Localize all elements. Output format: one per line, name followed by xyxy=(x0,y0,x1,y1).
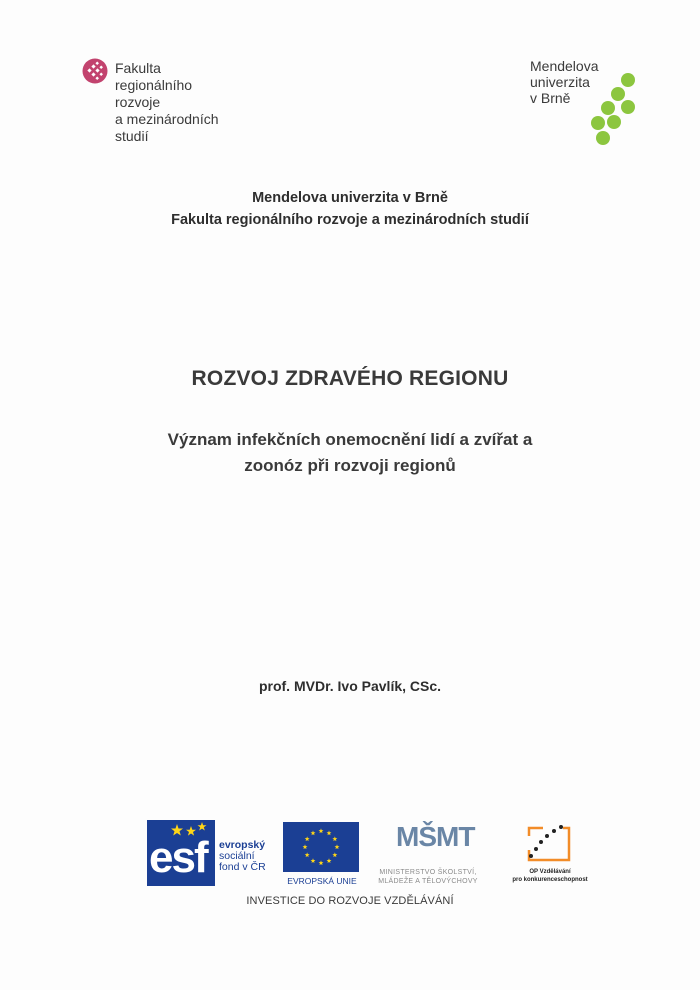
faculty-logo-line: studií xyxy=(115,128,149,144)
faculty-logo-mark-icon xyxy=(82,58,108,84)
eu-star xyxy=(319,828,324,833)
faculty-logo-line: a mezinárodních xyxy=(115,111,219,127)
op-logo-mark-icon xyxy=(523,822,575,866)
esf-line: evropský xyxy=(219,839,266,851)
eu-star xyxy=(332,852,337,857)
eu-star xyxy=(303,844,308,849)
faculty-logo xyxy=(82,58,262,148)
eu-star xyxy=(319,860,324,865)
esf-line: fond v ČR xyxy=(219,861,266,873)
op-logo-text xyxy=(505,868,595,884)
faculty-logo-line: Fakulta xyxy=(115,60,161,76)
esf-logo-box xyxy=(147,820,215,886)
university-logo-line: v Brně xyxy=(530,90,571,106)
university-logo xyxy=(530,58,650,148)
op-logo xyxy=(505,822,595,888)
faculty-logo-line: rozvoje xyxy=(115,94,161,110)
eu-star xyxy=(311,831,316,836)
eu-star xyxy=(327,831,332,836)
eu-star xyxy=(332,836,337,841)
msmt-logo xyxy=(364,822,492,888)
eu-star xyxy=(327,858,332,863)
subtitle-line: zoonóz při rozvoji regionů xyxy=(244,456,456,475)
university-logo-line: Mendelova xyxy=(530,58,599,74)
msmt-logo-text xyxy=(364,868,492,886)
document-title: ROZVOJ ZDRAVÉHO REGIONU xyxy=(191,367,509,390)
institution-university: Mendelova univerzita v Brně xyxy=(252,190,448,206)
eu-star xyxy=(335,844,340,849)
eu-logo xyxy=(283,822,361,888)
document-subtitle xyxy=(0,427,700,479)
esf-logo xyxy=(147,820,275,888)
eu-star xyxy=(305,836,310,841)
faculty-logo-line: regionálního xyxy=(115,77,193,93)
university-dots-icon xyxy=(560,66,640,146)
institution-faculty: Fakulta regionálního rozvoje a mezinárodních studií xyxy=(171,212,529,228)
faculty-logo-text xyxy=(115,60,219,145)
op-line: OP Vzdělávání xyxy=(529,869,571,875)
author: prof. MVDr. Ivo Pavlík, CSc. xyxy=(258,678,442,694)
esf-line: sociální xyxy=(219,850,255,862)
msmt-line: MINISTERSTVO ŠKOLSTVÍ, xyxy=(379,869,477,876)
university-logo-line: univerzita xyxy=(530,74,590,90)
eu-label: EVROPSKÁ UNIE xyxy=(287,876,357,886)
op-line: pro konkurenceschopnost xyxy=(512,877,588,883)
eu-star xyxy=(311,858,316,863)
msmt-mark: MŠMT xyxy=(396,821,475,852)
eu-flag-icon xyxy=(283,822,359,872)
msmt-line: MLÁDEŽE A TĚLOVÝCHOVY xyxy=(378,878,478,885)
footer-tagline: INVESTICE DO ROZVOJE VZDĚLÁVÁNÍ xyxy=(246,895,454,907)
esf-letters: esf xyxy=(149,833,207,882)
subtitle-line: Význam infekčních onemocnění lidí a zvířat a xyxy=(167,430,533,449)
eu-star xyxy=(305,852,310,857)
esf-logo-text xyxy=(219,840,266,873)
